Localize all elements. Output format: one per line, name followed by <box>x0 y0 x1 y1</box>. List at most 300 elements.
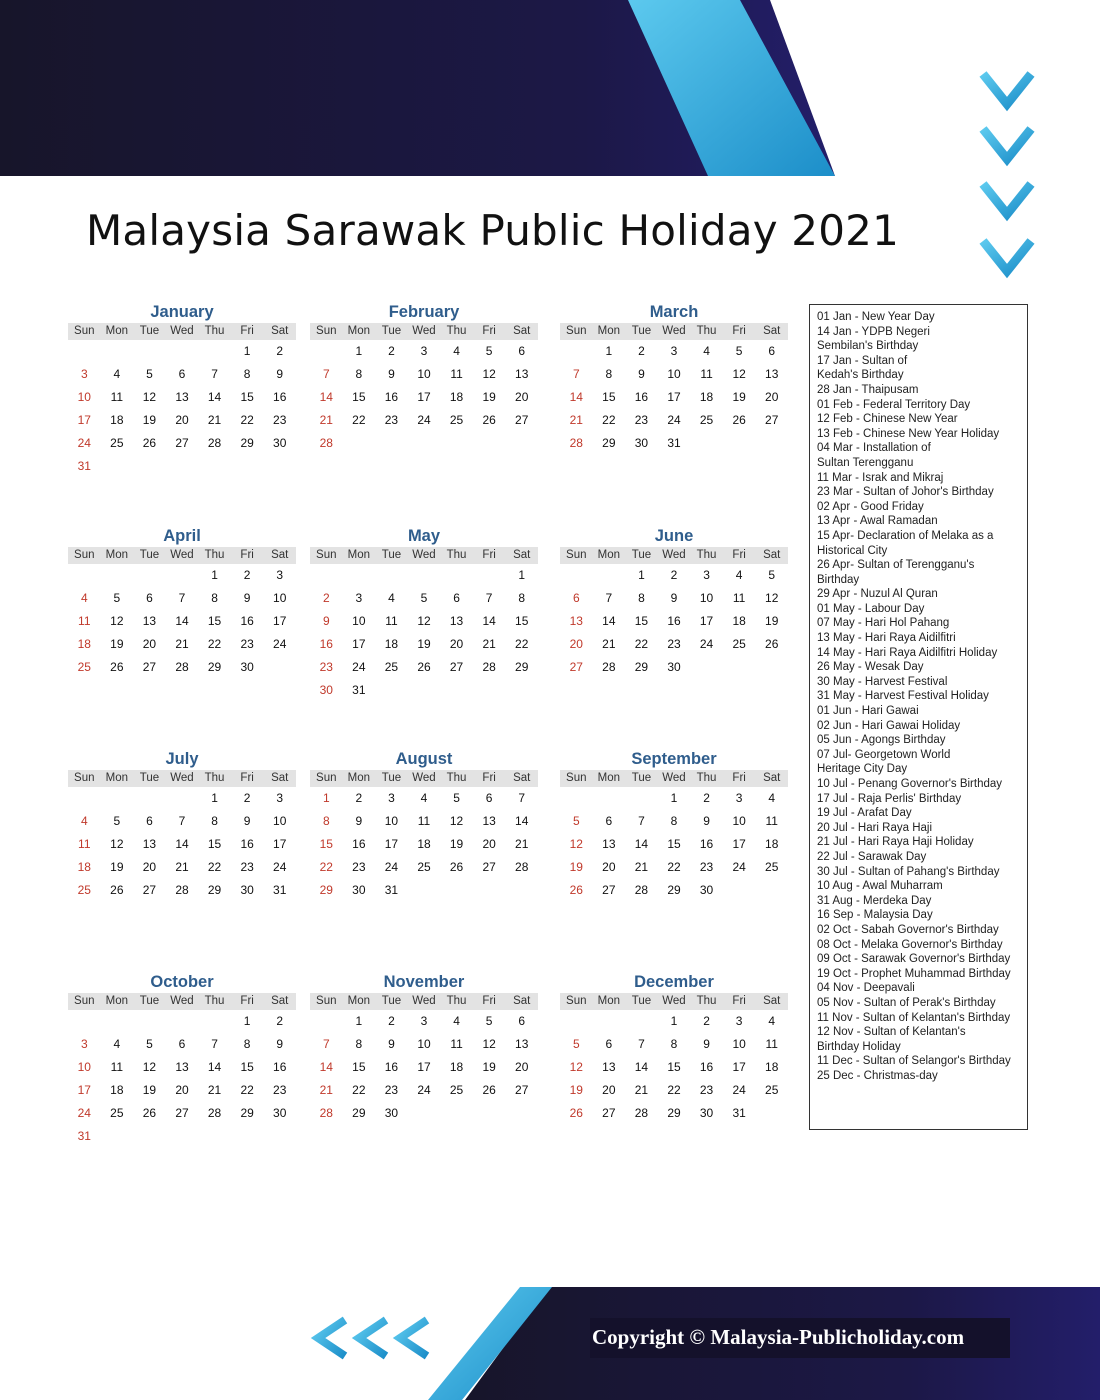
day-cell: 17 <box>77 1083 91 1097</box>
weekday-label: Wed <box>412 325 436 337</box>
weekday-label: Wed <box>170 995 194 1007</box>
day-cell: 1 <box>638 568 645 582</box>
weekday-label: Fri <box>732 325 746 337</box>
day-cell: 28 <box>175 883 189 897</box>
weekday-label: Thu <box>696 325 717 337</box>
empty-cell <box>560 1010 593 1033</box>
empty-cell <box>593 787 626 810</box>
weekday-label: Thu <box>204 995 225 1007</box>
weekday-header <box>68 323 296 340</box>
day-cell: 10 <box>732 814 746 828</box>
day-cell: 31 <box>352 683 366 697</box>
day-cell: 20 <box>449 637 464 651</box>
empty-cell <box>166 1010 199 1033</box>
day-cell: 29 <box>240 1106 254 1120</box>
weekday-header <box>68 547 296 564</box>
day-cell: 8 <box>355 1037 363 1051</box>
month-name: January <box>150 303 214 321</box>
day-cell: 8 <box>211 814 218 828</box>
day-cell: 19 <box>569 1083 583 1097</box>
day-cell: 7 <box>322 367 330 381</box>
empty-cell <box>101 1010 134 1033</box>
day-cell: 19 <box>142 1083 157 1097</box>
day-cell: 26 <box>110 660 124 674</box>
weekday-label: Sun <box>566 772 587 784</box>
day-cell: 21 <box>515 837 529 851</box>
month-april <box>68 526 296 679</box>
empty-cell <box>560 787 593 810</box>
day-cell: 15 <box>352 390 366 404</box>
day-cell: 2 <box>276 1014 284 1028</box>
holiday-item: 23 Mar - Sultan of Johor's Birthday <box>817 486 994 499</box>
weekday-label: Sun <box>74 772 95 784</box>
day-cell: 4 <box>735 568 743 582</box>
weekday-label: Fri <box>482 772 496 784</box>
day-cell: 24 <box>77 436 91 450</box>
day-cell: 17 <box>273 614 287 628</box>
weekday-label: Wed <box>170 772 194 784</box>
holiday-item: 01 Jun - Hari Gawai <box>817 705 919 718</box>
day-cell: 6 <box>518 1014 526 1028</box>
day-cell: 14 <box>515 814 529 828</box>
day-cell: 19 <box>569 860 583 874</box>
weekday-label: Fri <box>482 325 496 337</box>
weekday-label: Fri <box>732 549 746 561</box>
weekday-label: Thu <box>204 772 225 784</box>
day-cell: 23 <box>240 860 254 874</box>
holiday-item: 14 May - Hari Raya Aidilfitri Holiday <box>817 646 998 659</box>
weekday-label: Sat <box>763 549 781 561</box>
empty-cell <box>310 1010 343 1033</box>
holiday-item: 29 Apr - Nuzul Al Quran <box>817 588 938 601</box>
day-cell: 30 <box>667 660 681 674</box>
day-cell: 18 <box>110 1083 124 1097</box>
day-cell: 27 <box>515 1083 529 1097</box>
holiday-list <box>809 304 1028 1130</box>
weekday-header <box>560 993 788 1010</box>
day-cell: 25 <box>699 413 714 427</box>
day-cell: 9 <box>276 367 284 381</box>
day-cell: 18 <box>110 413 124 427</box>
day-cell: 18 <box>417 837 431 851</box>
day-cell: 19 <box>732 390 746 404</box>
day-cell: 7 <box>572 367 580 381</box>
day-cell: 30 <box>634 436 649 450</box>
day-cell: 28 <box>482 660 496 674</box>
day-cell: 24 <box>77 1106 91 1120</box>
weekday-label: Tue <box>381 772 402 784</box>
page-title: Malaysia Sarawak Public Holiday 2021 <box>86 206 899 255</box>
day-cell: 22 <box>667 1083 681 1097</box>
day-cell: 31 <box>77 1129 91 1143</box>
day-cell: 14 <box>319 1060 333 1074</box>
holiday-item: 05 Jun - Agongs Birthday <box>817 734 946 747</box>
day-cell: 24 <box>352 660 366 674</box>
day-cell: 14 <box>634 1060 649 1074</box>
day-cell: 5 <box>146 367 153 381</box>
weekday-label: Sat <box>271 772 289 784</box>
day-cell: 30 <box>699 883 714 897</box>
day-cell: 10 <box>732 1037 746 1051</box>
holiday-item: 17 Jan - Sultan of <box>817 354 908 367</box>
day-cell: 20 <box>602 860 616 874</box>
holiday-item: 11 Mar - Israk and Mikraj <box>817 471 944 484</box>
day-cell: 6 <box>572 591 580 605</box>
day-cell: 30 <box>273 436 287 450</box>
day-cell: 25 <box>110 1106 124 1120</box>
day-grid <box>310 787 538 902</box>
day-cell: 8 <box>518 591 526 605</box>
weekday-label: Sat <box>271 325 289 337</box>
day-cell: 23 <box>634 413 649 427</box>
day-cell: 3 <box>388 791 395 805</box>
holiday-item: Sembilan's Birthday <box>817 340 919 353</box>
holiday-item: 02 Jun - Hari Gawai Holiday <box>817 719 961 732</box>
day-cell: 16 <box>384 390 399 404</box>
weekday-label: Sat <box>271 995 289 1007</box>
day-grid <box>68 787 296 902</box>
weekday-label: Sat <box>763 325 781 337</box>
day-cell: 3 <box>735 1014 743 1028</box>
day-cell: 30 <box>384 1106 399 1120</box>
weekday-header <box>560 547 788 564</box>
day-cell: 4 <box>113 1037 121 1051</box>
day-cell: 20 <box>515 390 529 404</box>
holiday-item: 02 Oct - Sabah Governor's Birthday <box>817 923 999 936</box>
weekday-label: Tue <box>139 772 160 784</box>
day-cell: 21 <box>634 860 649 874</box>
day-cell: 22 <box>352 413 366 427</box>
day-cell: 16 <box>273 1060 287 1074</box>
day-cell: 12 <box>449 814 464 828</box>
day-cell: 6 <box>453 591 460 605</box>
day-cell: 4 <box>453 1014 460 1028</box>
empty-cell <box>593 1010 626 1033</box>
day-cell: 1 <box>605 344 613 358</box>
day-cell: 13 <box>515 1037 529 1051</box>
day-cell: 26 <box>569 1106 583 1120</box>
weekday-label: Mon <box>347 995 371 1007</box>
weekday-label: Wed <box>662 325 686 337</box>
weekday-label: Tue <box>139 995 160 1007</box>
month-july <box>68 749 296 902</box>
month-june <box>560 526 788 679</box>
day-grid <box>560 564 788 679</box>
weekday-label: Mon <box>105 325 129 337</box>
day-cell: 9 <box>243 591 251 605</box>
day-cell: 21 <box>319 413 333 427</box>
day-cell: 25 <box>449 413 464 427</box>
weekday-label: Mon <box>347 772 371 784</box>
weekday-label: Mon <box>105 549 129 561</box>
day-cell: 10 <box>273 591 287 605</box>
holiday-item: 12 Feb - Chinese New Year <box>817 413 958 426</box>
holiday-item: 25 Dec - Christmas-day <box>817 1069 938 1082</box>
day-cell: 31 <box>77 459 91 473</box>
weekday-label: Sat <box>513 549 531 561</box>
day-cell: 11 <box>700 367 713 381</box>
day-cell: 21 <box>482 637 496 651</box>
day-cell: 15 <box>240 390 254 404</box>
holiday-item: 31 Aug - Merdeka Day <box>817 894 932 907</box>
day-cell: 23 <box>699 1083 714 1097</box>
day-cell: 18 <box>77 860 91 874</box>
day-cell: 5 <box>735 344 743 358</box>
day-cell: 22 <box>319 860 333 874</box>
day-cell: 17 <box>732 1060 746 1074</box>
day-cell: 19 <box>765 614 779 628</box>
day-cell: 24 <box>732 860 746 874</box>
weekday-label: Fri <box>482 549 496 561</box>
day-cell: 4 <box>768 791 776 805</box>
weekday-label: Tue <box>381 995 402 1007</box>
day-cell: 6 <box>605 1037 613 1051</box>
day-cell: 8 <box>605 367 613 381</box>
day-cell: 12 <box>569 1060 583 1074</box>
day-cell: 12 <box>765 591 779 605</box>
weekday-header <box>310 323 538 340</box>
day-cell: 10 <box>352 614 366 628</box>
day-cell: 12 <box>142 1060 157 1074</box>
weekday-label: Tue <box>139 549 160 561</box>
day-cell: 27 <box>482 860 496 874</box>
day-cell: 1 <box>355 1014 363 1028</box>
holiday-item: 01 May - Labour Day <box>817 602 925 615</box>
day-cell: 26 <box>482 413 496 427</box>
weekday-label: Wed <box>412 995 436 1007</box>
copyright-notice: Copyright © Malaysia-Publicholiday.com <box>590 1318 1010 1358</box>
day-cell: 19 <box>142 413 157 427</box>
day-cell: 27 <box>602 1106 616 1120</box>
holiday-item: 17 Jul - Raja Perlis' Birthday <box>817 792 962 805</box>
day-cell: 11 <box>732 591 746 605</box>
day-cell: 19 <box>417 637 431 651</box>
weekday-header <box>560 770 788 787</box>
month-name: February <box>388 303 460 321</box>
empty-cell <box>473 564 506 587</box>
day-cell: 7 <box>322 1037 330 1051</box>
day-cell: 3 <box>420 1014 428 1028</box>
day-cell: 8 <box>638 591 645 605</box>
day-cell: 4 <box>453 344 460 358</box>
day-cell: 2 <box>670 568 678 582</box>
day-cell: 26 <box>110 883 124 897</box>
month-name: October <box>150 973 214 991</box>
day-cell: 9 <box>388 367 395 381</box>
holiday-item: 10 Aug - Awal Muharram <box>817 880 943 893</box>
weekday-label: Wed <box>170 325 194 337</box>
day-cell: 26 <box>732 413 746 427</box>
weekday-label: Fri <box>240 325 254 337</box>
empty-cell <box>68 787 101 810</box>
weekday-label: Wed <box>170 549 194 561</box>
day-grid <box>310 564 538 702</box>
holiday-item: 15 Apr- Declaration of Melaka as a <box>817 529 994 542</box>
day-cell: 7 <box>638 1037 645 1051</box>
day-cell: 20 <box>515 1060 529 1074</box>
day-cell: 25 <box>765 1083 779 1097</box>
day-cell: 25 <box>77 660 91 674</box>
weekday-label: Sun <box>74 549 95 561</box>
day-cell: 21 <box>175 637 189 651</box>
day-cell: 28 <box>515 860 529 874</box>
day-cell: 19 <box>449 837 464 851</box>
day-cell: 14 <box>207 1060 222 1074</box>
day-cell: 26 <box>569 883 583 897</box>
weekday-label: Sat <box>763 995 781 1007</box>
holiday-item: 26 Apr- Sultan of Terengganu's <box>817 559 975 572</box>
day-cell: 21 <box>319 1083 333 1097</box>
month-name: September <box>631 750 717 768</box>
day-cell: 1 <box>211 791 218 805</box>
day-cell: 3 <box>276 791 284 805</box>
day-cell: 22 <box>515 637 529 651</box>
day-cell: 17 <box>417 1060 431 1074</box>
day-cell: 5 <box>146 1037 153 1051</box>
weekday-label: Tue <box>631 995 652 1007</box>
day-cell: 6 <box>146 591 153 605</box>
day-cell: 10 <box>384 814 399 828</box>
empty-cell <box>343 564 376 587</box>
day-cell: 22 <box>240 1083 254 1097</box>
day-cell: 15 <box>207 614 222 628</box>
day-cell: 13 <box>602 837 616 851</box>
day-cell: 27 <box>175 1106 189 1120</box>
holiday-item: 07 May - Hari Hol Pahang <box>817 617 950 630</box>
day-cell: 29 <box>352 1106 366 1120</box>
day-cell: 17 <box>417 390 431 404</box>
day-cell: 3 <box>670 344 678 358</box>
day-cell: 21 <box>207 1083 222 1097</box>
weekday-label: Tue <box>631 549 652 561</box>
day-cell: 1 <box>355 344 363 358</box>
day-cell: 23 <box>699 860 714 874</box>
holiday-item: 16 Sep - Malaysia Day <box>817 909 933 922</box>
day-cell: 5 <box>420 591 428 605</box>
day-cell: 30 <box>319 683 333 697</box>
day-cell: 12 <box>110 837 124 851</box>
holiday-item: Historical City <box>817 544 888 557</box>
day-grid <box>310 340 538 455</box>
day-cell: 16 <box>273 390 287 404</box>
day-cell: 24 <box>384 860 399 874</box>
weekday-label: Sun <box>316 772 337 784</box>
day-cell: 27 <box>515 413 529 427</box>
day-cell: 7 <box>518 791 526 805</box>
day-cell: 29 <box>602 436 616 450</box>
weekday-label: Wed <box>412 772 436 784</box>
holiday-item: 12 Nov - Sultan of Kelantan's <box>817 1026 966 1039</box>
weekday-label: Thu <box>204 325 225 337</box>
day-cell: 25 <box>417 860 431 874</box>
day-cell: 2 <box>638 344 645 358</box>
day-cell: 9 <box>355 814 363 828</box>
day-cell: 15 <box>207 837 222 851</box>
weekday-label: Fri <box>240 549 254 561</box>
holiday-item: 28 Jan - Thaipusam <box>817 383 919 396</box>
weekday-label: Thu <box>696 549 717 561</box>
day-cell: 15 <box>667 837 681 851</box>
day-cell: 16 <box>384 1060 399 1074</box>
holiday-item: 07 Jul- Georgetown World <box>817 748 951 761</box>
day-cell: 8 <box>243 367 251 381</box>
day-cell: 8 <box>322 814 330 828</box>
day-cell: 12 <box>482 367 496 381</box>
month-name: June <box>654 527 694 545</box>
day-cell: 11 <box>78 837 91 851</box>
day-cell: 15 <box>515 614 529 628</box>
day-cell: 3 <box>276 568 284 582</box>
day-cell: 8 <box>670 1037 678 1051</box>
day-cell: 26 <box>417 660 431 674</box>
day-cell: 20 <box>569 637 583 651</box>
day-cell: 1 <box>243 344 251 358</box>
day-cell: 2 <box>243 568 251 582</box>
day-cell: 13 <box>142 837 157 851</box>
day-cell: 29 <box>515 660 529 674</box>
holiday-item: 30 Jul - Sultan of Pahang's Birthday <box>817 865 1000 878</box>
empty-cell <box>408 564 441 587</box>
holiday-item: Heritage City Day <box>817 763 908 776</box>
day-cell: 4 <box>768 1014 776 1028</box>
day-cell: 9 <box>670 591 678 605</box>
day-cell: 7 <box>211 1037 218 1051</box>
day-cell: 9 <box>703 1037 710 1051</box>
weekday-label: Mon <box>347 325 371 337</box>
day-cell: 15 <box>667 1060 681 1074</box>
holiday-item: 30 May - Harvest Festival <box>817 675 948 688</box>
day-cell: 19 <box>482 390 496 404</box>
day-cell: 17 <box>352 637 366 651</box>
day-cell: 10 <box>77 390 91 404</box>
day-cell: 10 <box>417 367 431 381</box>
day-cell: 13 <box>602 1060 616 1074</box>
day-cell: 5 <box>572 1037 580 1051</box>
day-cell: 23 <box>273 413 287 427</box>
day-cell: 23 <box>352 860 366 874</box>
holiday-item: 01 Jan - New Year Day <box>817 311 935 323</box>
day-cell: 29 <box>240 436 254 450</box>
day-cell: 17 <box>699 614 714 628</box>
day-cell: 11 <box>765 814 778 828</box>
weekday-label: Sat <box>271 549 289 561</box>
day-cell: 2 <box>355 791 363 805</box>
weekday-label: Sun <box>316 549 337 561</box>
day-cell: 27 <box>449 660 464 674</box>
day-cell: 20 <box>142 860 157 874</box>
holiday-item: 20 Jul - Hari Raya Haji <box>817 821 933 834</box>
day-cell: 17 <box>732 837 746 851</box>
day-cell: 30 <box>699 1106 714 1120</box>
day-cell: 27 <box>765 413 779 427</box>
weekday-label: Mon <box>597 772 621 784</box>
day-cell: 25 <box>449 1083 464 1097</box>
day-cell: 2 <box>388 344 395 358</box>
day-cell: 23 <box>319 660 333 674</box>
day-cell: 18 <box>449 390 464 404</box>
empty-cell <box>68 1010 101 1033</box>
day-cell: 21 <box>569 413 583 427</box>
day-cell: 11 <box>450 1037 463 1051</box>
day-cell: 20 <box>142 637 157 651</box>
day-cell: 7 <box>211 367 218 381</box>
day-cell: 13 <box>142 614 157 628</box>
weekday-label: Sat <box>513 995 531 1007</box>
day-cell: 5 <box>572 814 580 828</box>
weekday-label: Sat <box>513 325 531 337</box>
day-cell: 29 <box>667 1106 681 1120</box>
day-cell: 28 <box>207 1106 222 1120</box>
